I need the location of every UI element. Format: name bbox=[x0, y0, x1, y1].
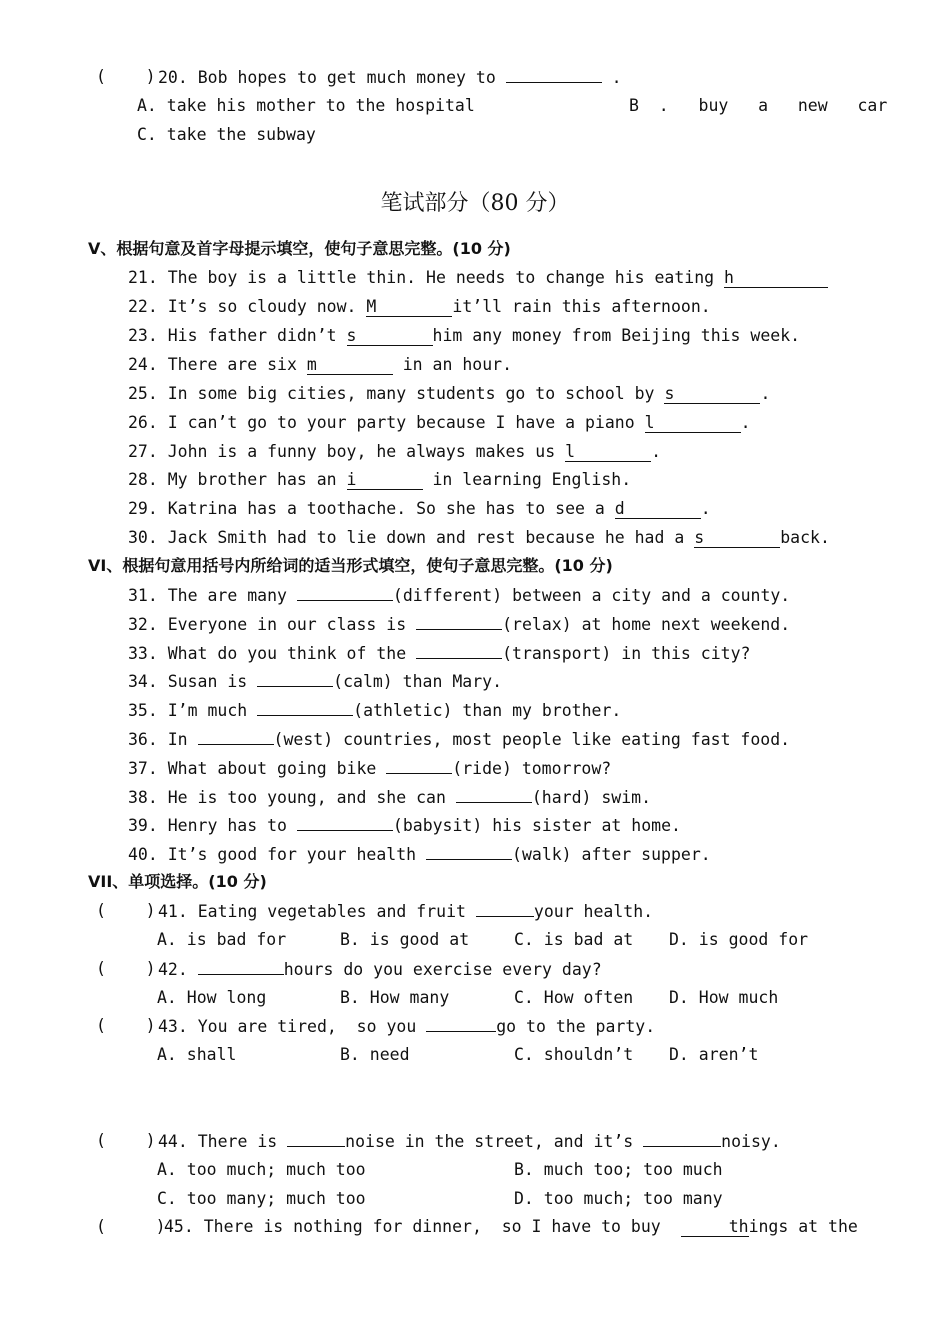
q44-option-a: A. too much; much too bbox=[157, 1160, 366, 1179]
q20-blank[interactable] bbox=[506, 66, 602, 83]
q24-tail: in an hour. bbox=[392, 355, 513, 374]
q41-tail: your health. bbox=[533, 902, 654, 921]
q34-text: 34. Susan is bbox=[128, 672, 258, 691]
q38-blank[interactable] bbox=[456, 786, 532, 803]
q44-tail: noisy. bbox=[721, 1132, 781, 1151]
q39-tail: (babysit) his sister at home. bbox=[392, 816, 681, 835]
q41-option-c: C. is bad at bbox=[514, 930, 634, 949]
q21-hint: h bbox=[724, 268, 734, 287]
q27-hint: l bbox=[565, 442, 576, 461]
q23-blank[interactable] bbox=[347, 327, 433, 346]
q21-blank[interactable] bbox=[724, 269, 828, 288]
q20-option-b: B . buy a new car bbox=[629, 96, 888, 115]
q43-option-a: A. shall bbox=[157, 1045, 237, 1064]
q36-blank[interactable] bbox=[198, 728, 274, 745]
question-25 bbox=[128, 383, 770, 405]
q43-paren: ( ) bbox=[96, 1016, 156, 1035]
q42-tail: hours do you exercise every day? bbox=[283, 960, 602, 979]
q41-option-d: D. is good for bbox=[669, 930, 809, 949]
question-45 bbox=[164, 1216, 858, 1238]
q40-blank[interactable] bbox=[426, 843, 512, 860]
q24-text: 24. There are six bbox=[128, 355, 307, 374]
q40-tail: (walk) after supper. bbox=[512, 845, 711, 864]
q28-blank[interactable] bbox=[347, 471, 423, 490]
q23-text: 23. His father didn’t bbox=[128, 326, 347, 345]
q32-text: 32. Everyone in our class is bbox=[128, 615, 417, 634]
q33-text: 33. What do you think of the bbox=[128, 644, 417, 663]
q36-text: 36. In bbox=[128, 730, 198, 749]
q26-blank[interactable] bbox=[645, 414, 741, 433]
q40-text: 40. It’s good for your health bbox=[128, 845, 427, 864]
q30-text: 30. Jack Smith had to lie down and rest because he had a bbox=[128, 528, 695, 547]
section-vi-title: VI、根据句意用括号内所给词的适当形式填空，使句子意思完整。(10 分) bbox=[88, 556, 613, 575]
q30-tail: back. bbox=[780, 528, 830, 547]
q20-option-a: A. take his mother to the hospital bbox=[137, 96, 475, 115]
q42-option-d: D. How much bbox=[669, 988, 779, 1007]
q43-blank[interactable] bbox=[426, 1015, 496, 1032]
q44-paren: ( ) bbox=[96, 1131, 156, 1150]
question-42 bbox=[158, 958, 602, 981]
section-v-title: V、根据句意及首字母提示填空，使句子意思完整。(10 分) bbox=[88, 239, 511, 258]
q44-option-b: B. much too; too much bbox=[514, 1160, 723, 1179]
q22-tail: it’ll rain this afternoon. bbox=[452, 297, 711, 316]
question-21 bbox=[128, 267, 828, 289]
q34-blank[interactable] bbox=[257, 670, 333, 687]
q43-option-d: D. aren’t bbox=[669, 1045, 759, 1064]
written-part-title: 笔试部分（80 分） bbox=[380, 191, 570, 216]
q25-text: 25. In some big cities, many students go to school by bbox=[128, 384, 665, 403]
q44-blank-2[interactable] bbox=[643, 1130, 721, 1147]
question-28 bbox=[128, 469, 631, 491]
q27-text: 27. John is a funny boy, he always makes us bbox=[128, 442, 566, 461]
question-41 bbox=[158, 900, 653, 923]
q21-text: 21. The boy is a little thin. He needs to change his eating bbox=[128, 268, 725, 287]
q22-text: 22. It’s so cloudy now. bbox=[128, 297, 367, 316]
q42-paren: ( ) bbox=[96, 959, 156, 978]
q23-tail: him any money from Beijing this week. bbox=[432, 326, 801, 345]
q41-paren: ( ) bbox=[96, 901, 156, 920]
q22-hint: M bbox=[366, 297, 377, 316]
question-36 bbox=[128, 728, 790, 751]
q22-blank[interactable] bbox=[366, 298, 452, 317]
question-37 bbox=[128, 757, 611, 780]
q41-option-b: B. is good at bbox=[340, 930, 470, 949]
q44-middle: noise in the street, and it’s bbox=[345, 1132, 644, 1151]
question-29 bbox=[128, 498, 711, 520]
q44-blank-1[interactable] bbox=[287, 1130, 345, 1147]
question-43 bbox=[158, 1015, 655, 1038]
q45-blank[interactable] bbox=[681, 1218, 749, 1237]
q24-hint: m bbox=[306, 355, 317, 374]
q29-hint: d bbox=[614, 499, 625, 518]
q45-underlined: th bbox=[728, 1217, 749, 1236]
q33-blank[interactable] bbox=[416, 642, 502, 659]
q42-text: 42. bbox=[158, 960, 198, 979]
q41-option-a: A. is bad for bbox=[157, 930, 287, 949]
q45-text: 45. There is nothing for dinner, so I have to buy bbox=[164, 1217, 681, 1236]
q41-text: 41. Eating vegetables and fruit bbox=[158, 902, 476, 921]
question-38 bbox=[128, 786, 651, 809]
question-35 bbox=[128, 699, 621, 722]
q44-text: 44. There is bbox=[158, 1132, 288, 1151]
q31-text: 31. The are many bbox=[128, 586, 297, 605]
q39-blank[interactable] bbox=[297, 814, 393, 831]
question-30 bbox=[128, 527, 830, 549]
q20-stem-a: 20. Bob hopes to get much money to bbox=[158, 68, 496, 87]
question-23 bbox=[128, 325, 800, 347]
q45-tail: ings at the bbox=[748, 1217, 858, 1236]
q43-tail: go to the party. bbox=[496, 1017, 656, 1036]
q35-tail: (athletic) than my brother. bbox=[353, 701, 622, 720]
q25-tail: . bbox=[760, 384, 771, 403]
section-vii-title: VII、单项选择。(10 分) bbox=[88, 872, 267, 891]
q38-text: 38. He is too young, and she can bbox=[128, 788, 456, 807]
q37-tail: (ride) tomorrow? bbox=[452, 759, 612, 778]
q29-text: 29. Katrina has a toothache. So she has to see a bbox=[128, 499, 615, 518]
q31-blank[interactable] bbox=[297, 584, 393, 601]
q44-option-d: D. too much; too many bbox=[514, 1189, 723, 1208]
q25-blank[interactable] bbox=[664, 385, 760, 404]
q42-option-a: A. How long bbox=[157, 988, 267, 1007]
q37-text: 37. What about going bike bbox=[128, 759, 387, 778]
q35-blank[interactable] bbox=[257, 699, 353, 716]
question-22 bbox=[128, 296, 711, 318]
q28-tail: in learning English. bbox=[422, 470, 632, 489]
q25-hint: s bbox=[664, 384, 675, 403]
q39-text: 39. Henry has to bbox=[128, 816, 297, 835]
q32-tail: (relax) at home next weekend. bbox=[502, 615, 791, 634]
question-32 bbox=[128, 613, 790, 636]
q37-blank[interactable] bbox=[386, 757, 452, 774]
q29-blank[interactable] bbox=[615, 500, 701, 519]
q30-hint: s bbox=[694, 528, 705, 547]
q36-tail: (west) countries, most people like eating fast food. bbox=[273, 730, 791, 749]
q41-blank[interactable] bbox=[476, 900, 534, 917]
q27-tail: . bbox=[651, 442, 662, 461]
question-33 bbox=[128, 642, 750, 665]
q28-hint: i bbox=[346, 470, 357, 489]
question-39 bbox=[128, 814, 681, 837]
q34-tail: (calm) than Mary. bbox=[333, 672, 503, 691]
q20-stem-b: . bbox=[611, 68, 622, 87]
q24-blank[interactable] bbox=[307, 356, 393, 375]
q31-tail: (different) between a city and a county. bbox=[392, 586, 791, 605]
question-24 bbox=[128, 354, 512, 376]
q28-text: 28. My brother has an bbox=[128, 470, 347, 489]
q42-blank[interactable] bbox=[198, 958, 284, 975]
q32-blank[interactable] bbox=[416, 613, 502, 630]
question-34 bbox=[128, 670, 502, 693]
q42-option-b: B. How many bbox=[340, 988, 450, 1007]
question-26 bbox=[128, 412, 751, 434]
question-31 bbox=[128, 584, 790, 607]
q35-text: 35. I’m much bbox=[128, 701, 258, 720]
question-27 bbox=[128, 441, 661, 463]
q20-stem bbox=[158, 66, 622, 89]
q43-text: 43. You are tired, so you bbox=[158, 1017, 427, 1036]
q44-option-c: C. too many; much too bbox=[157, 1189, 366, 1208]
q33-tail: (transport) in this city? bbox=[502, 644, 751, 663]
q43-option-c: C. shouldn’t bbox=[514, 1045, 634, 1064]
question-40 bbox=[128, 843, 711, 866]
question-44 bbox=[158, 1130, 781, 1153]
q26-hint: l bbox=[644, 413, 655, 432]
q29-tail: . bbox=[700, 499, 711, 518]
q42-option-c: C. How often bbox=[514, 988, 634, 1007]
q30-blank[interactable] bbox=[694, 529, 780, 548]
q26-tail: . bbox=[740, 413, 751, 432]
q20-option-c: C. take the subway bbox=[137, 125, 316, 144]
q45-paren: ( ) bbox=[96, 1217, 166, 1236]
q20-paren: ( ) bbox=[96, 67, 156, 86]
q43-option-b: B. need bbox=[340, 1045, 410, 1064]
q27-blank[interactable] bbox=[565, 443, 651, 462]
q38-tail: (hard) swim. bbox=[531, 788, 652, 807]
q26-text: 26. I can’t go to your party because I have a piano bbox=[128, 413, 645, 432]
q23-hint: s bbox=[346, 326, 357, 345]
